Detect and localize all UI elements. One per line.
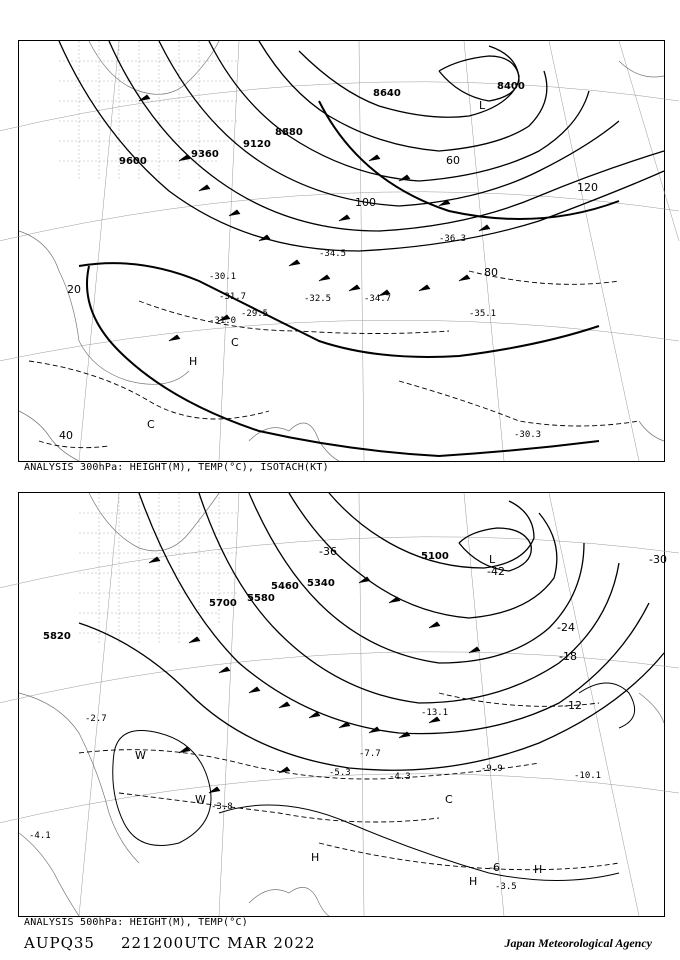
temp-label: -29.5 <box>241 309 269 319</box>
temp-label: -36.3 <box>439 234 467 244</box>
temp-label: -5.3 <box>329 768 351 778</box>
lower-chart-caption: ANALYSIS 500hPa: HEIGHT(M), TEMP(°C) <box>24 917 248 928</box>
agency-name: Japan Meteorological Agency <box>504 936 652 950</box>
high-pressure-marker: H <box>189 355 198 368</box>
temp-label: -9.9 <box>481 764 503 774</box>
low-pressure-marker: L <box>489 553 496 566</box>
map-500hpa <box>18 492 665 917</box>
temp-label: -34.7 <box>364 294 392 304</box>
upper-chart-caption: ANALYSIS 300hPa: HEIGHT(M), TEMP(°C), ISOTACH(KT) <box>24 462 329 473</box>
height-label-9120: 9120 <box>243 139 271 150</box>
isotherm-label-6: -6 <box>489 861 500 874</box>
height-label-5580: 5580 <box>247 593 275 604</box>
isotherm-label-30: -30 <box>649 553 667 566</box>
temp-label: -7.7 <box>359 749 381 759</box>
temp-label: -35.1 <box>469 309 497 319</box>
high-pressure-marker: H <box>469 875 478 888</box>
chart-datetime: 221200UTC MAR 2022 <box>120 934 316 952</box>
chart-code: AUPQ35 <box>24 934 95 952</box>
warm-center-marker: W <box>135 749 146 762</box>
hatch-grid <box>79 493 239 643</box>
warm-center-marker: W <box>195 793 206 806</box>
cold-center-marker: C <box>445 793 453 806</box>
temp-label: -32.5 <box>304 294 332 304</box>
height-label-5340: 5340 <box>307 578 335 589</box>
isotherm-contours <box>79 693 619 870</box>
high-pressure-marker: H <box>311 851 320 864</box>
temp-label: -31.0 <box>209 316 237 326</box>
temp-label: -30.3 <box>514 430 542 440</box>
height-label-9360: 9360 <box>191 149 219 160</box>
isotach-label-40: 40 <box>59 429 73 442</box>
temp-label: -3.8 <box>211 802 233 812</box>
low-pressure-marker: L <box>479 99 486 112</box>
height-label-5820: 5820 <box>43 631 71 642</box>
temp-label: -13.1 <box>421 708 449 718</box>
closed-contours <box>113 683 635 881</box>
isotherm-label-36: -36 <box>319 545 337 558</box>
chart-identifier <box>24 934 342 952</box>
map-500hpa-canvas <box>19 493 667 916</box>
temp-label: -30.1 <box>209 272 237 282</box>
isotach-label-100: 100 <box>355 196 376 209</box>
temp-label: -4.3 <box>389 772 411 782</box>
height-label-5700: 5700 <box>209 598 237 609</box>
isotherm-label-18: -18 <box>559 650 577 663</box>
height-contours <box>79 493 664 770</box>
isotach-label-20: 20 <box>67 283 81 296</box>
temp-label: -2.7 <box>85 714 107 724</box>
isotherm-contours <box>29 271 639 448</box>
height-label-9600: 9600 <box>119 156 147 167</box>
high-pressure-marker: H <box>534 863 543 876</box>
temp-label: -34.5 <box>319 249 347 259</box>
isotach-label-80: 80 <box>484 266 498 279</box>
height-label-5100: 5100 <box>421 551 449 562</box>
height-label-5460: 5460 <box>271 581 299 592</box>
height-label-8640: 8640 <box>373 88 401 99</box>
isotach-contours <box>79 101 619 456</box>
isotach-label-120: 120 <box>577 181 598 194</box>
isotherm-label-42: -42 <box>487 565 505 578</box>
cold-center-marker: C <box>231 336 239 349</box>
temp-label: -3.5 <box>495 882 517 892</box>
wind-barbs <box>139 95 490 341</box>
temp-label: -4.1 <box>29 831 51 841</box>
cold-center-marker: C <box>147 418 155 431</box>
height-label-8880: 8880 <box>275 127 303 138</box>
isotherm-label-12: -12 <box>564 699 582 712</box>
temp-label: -10.1 <box>574 771 602 781</box>
temp-label: -31.7 <box>219 292 247 302</box>
wind-barbs <box>149 557 480 793</box>
height-contours <box>59 41 664 251</box>
height-label-8400: 8400 <box>497 81 525 92</box>
map-300hpa-canvas <box>19 41 664 461</box>
map-300hpa <box>18 40 665 462</box>
isotherm-label-24: -24 <box>557 621 575 634</box>
isotach-label-60: 60 <box>446 154 460 167</box>
